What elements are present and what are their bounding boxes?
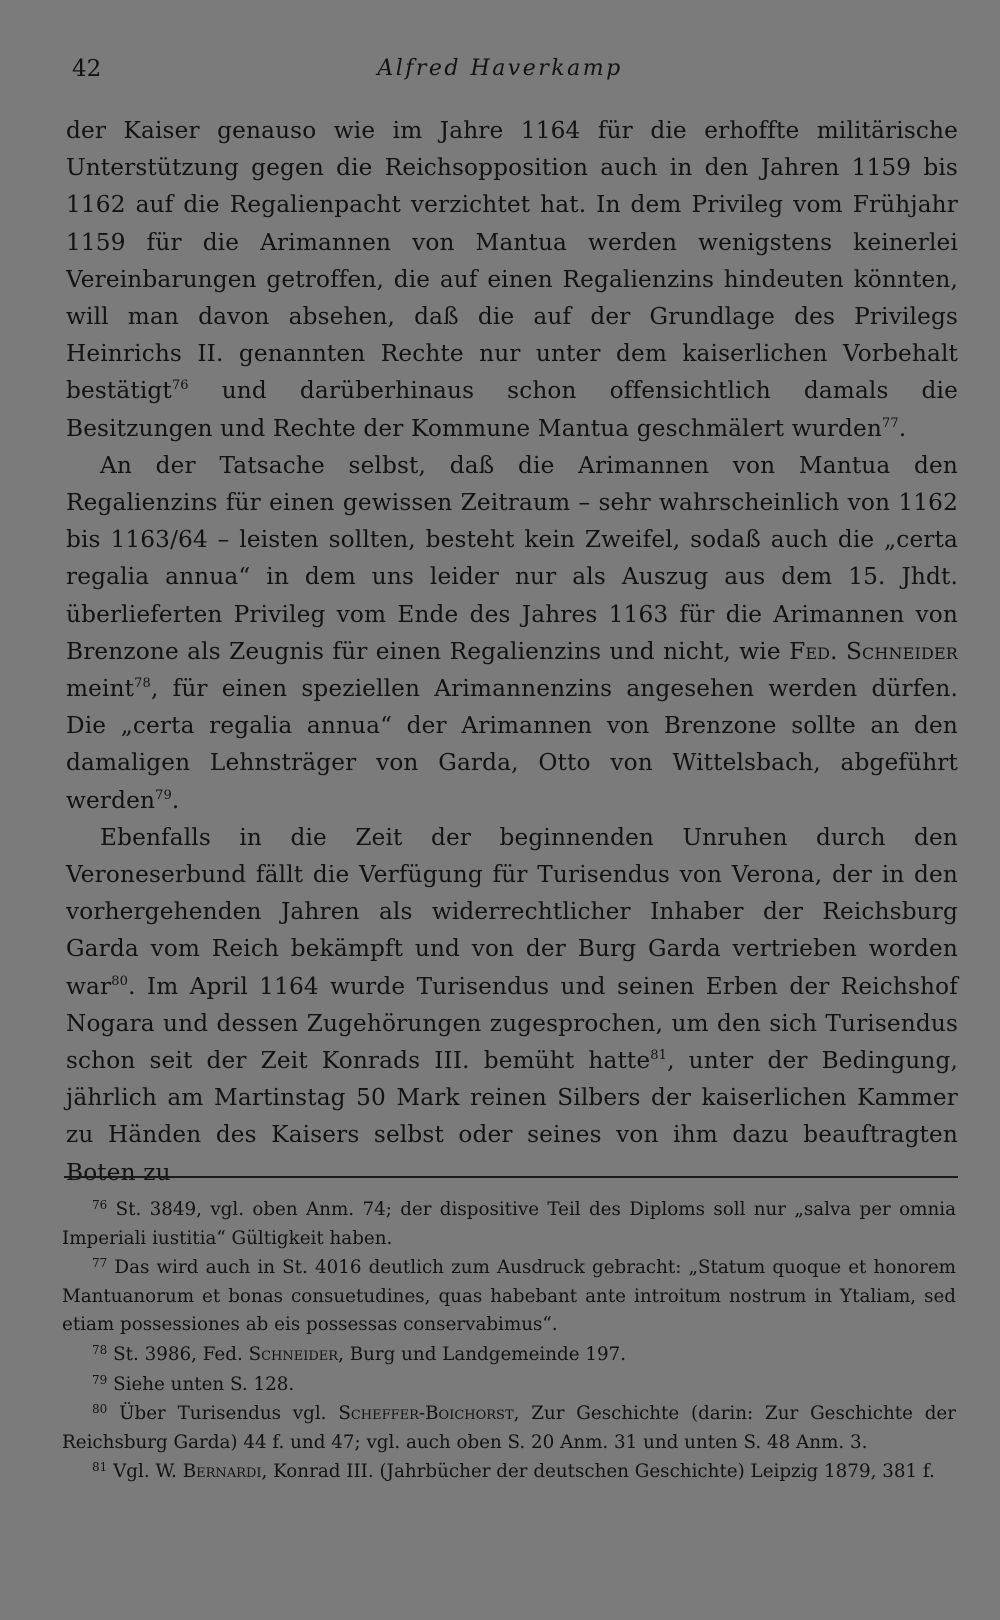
footnote-text: St. 3986, Fed. [113, 1343, 249, 1365]
footnote-divider [64, 1176, 958, 1178]
author-name: Fed. Schneider [789, 637, 958, 665]
paragraph-1 [66, 112, 958, 447]
paragraph-text: , für einen speziellen Arimannenzins angesehen werden dürfen. Die „certa regalia annua“ der Arimannen von Brenzone sollte an den damaligen Lehnsträger von Garda, Otto von Wittelsbach, abgeführt werden [66, 675, 958, 814]
paragraph-text: der Kaiser genauso wie im Jahre 1164 für die erhoffte militärische Unterstützung gegen die Reichsopposition auch in den Jahren 1159 bis 1162 auf die Regalienpacht verzichtet hat. In dem Privileg vom Frühjahr 1159 für die Arimannen von Mantua werden wenigstens keinerlei Vereinbarungen getroffen, die auf einen Regalienzins hindeuten könnten, will man davon absehen, daß die auf der Grundlage des Privilegs Heinrichs II. genannten Rechte nur unter dem kaiserlichen Vorbehalt bestätigt [66, 117, 958, 405]
footnote-ref-79: 79 [155, 787, 172, 803]
footnote-79 [62, 1371, 956, 1400]
paragraph-text: , unter der Bedingung, jährlich am Martinstag 50 Mark reinen Silbers der kaiserlichen Kammer zu Händen des Kaisers selbst oder seines von ihm dazu beauftragten Boten zu [66, 1047, 958, 1186]
paragraph-text: . [898, 414, 907, 442]
paragraph-text: . Im April 1164 wurde Turisendus und seinen Erben der Reichshof Nogara und dessen Zugehörungen zugesprochen, um den sich Turisendus schon seit der Zeit Konrads III. bemüht hatte [66, 972, 958, 1075]
footnote-marker: 78 [92, 1342, 108, 1357]
footnote-text: , Konrad III. (Jahrbücher der deutschen Geschichte) Leipzig 1879, 381 f. [261, 1461, 935, 1483]
footnote-76 [62, 1196, 956, 1253]
author-name: Schneider [248, 1343, 339, 1365]
paragraph-2 [66, 447, 958, 819]
footnote-marker: 81 [92, 1460, 108, 1475]
paragraph-3 [66, 819, 958, 1191]
footnote-marker: 76 [92, 1198, 108, 1212]
footnote-ref-76: 76 [171, 378, 189, 394]
footnote-ref-81: 81 [650, 1048, 668, 1064]
footnote-80 [62, 1400, 956, 1457]
author-name: Bernardi [182, 1461, 262, 1483]
page-header [72, 56, 928, 88]
footnote-78 [62, 1341, 956, 1370]
footnote-77 [62, 1254, 956, 1340]
paragraph-text: meint [66, 675, 135, 703]
footnote-text: , Zur Geschichte (darin: Zur Geschichte der Reichsburg Garda) 44 f. und 47; vgl. auch oben S. 20 Anm. 31 und unten S. 48 Anm. 3. [62, 1403, 956, 1453]
footnote-text: Siehe unten S. 128. [113, 1373, 295, 1395]
paragraph-text: Ebenfalls in die Zeit der beginnenden Unruhen durch den Veroneserbund fällt die Verfügung für Turisendus von Verona, der in den vorhergehenden Jahren als widerrechtlicher Inhaber der Reichsburg Garda vom Reich bekämpft und von der Burg Garda vertrieben worden war [66, 823, 958, 1000]
author-name: Scheffer-Boichorst [338, 1403, 514, 1425]
footnote-text: Vgl. W. [113, 1461, 183, 1483]
footnote-text: , Burg und Landgemeinde 197. [338, 1343, 627, 1365]
footnote-text: Über Turisendus vgl. [119, 1403, 339, 1425]
footnote-text: Das wird auch in St. 4016 deutlich zum Ausdruck gebracht: „Statum quoque et honorem Mantuanorum et bonas consuetudines, quas habebant ante introitum nostrum in Ytaliam, sed etiam possessiones ab eis possessas conservabimus“. [62, 1257, 956, 1336]
paragraph-text: An der Tatsache selbst, daß die Arimannen von Mantua den Regalienzins für einen gewissen Zeitraum – sehr wahrscheinlich von 1162 bis 1163/64 – leisten sollten, besteht kein Zweifel, sodaß auch die „certa regalia annua“ in dem uns leider nur als Auszug aus dem 15. Jhdt. überlieferten Privileg vom Ende des Jahres 1163 für die Arimannen von Brenzone als Zeugnis für einen Regalienzins und nicht, wie [66, 451, 958, 665]
footnote-ref-77: 77 [881, 415, 899, 431]
footnote-81 [62, 1458, 956, 1487]
paragraph-text: . [171, 786, 180, 814]
footnote-marker: 80 [92, 1402, 108, 1417]
footnote-ref-80: 80 [111, 973, 129, 989]
footnote-text: St. 3849, vgl. oben Anm. 74; der dispositive Teil des Diploms soll nur „salva per omnia Imperiali iustitia“ Gültigkeit haben. [62, 1199, 956, 1249]
paragraph-text: und darüberhinaus schon offensichtlich damals die Besitzungen und Rechte der Kommune Mantua geschmälert wurden [66, 377, 958, 442]
footnote-marker: 79 [92, 1372, 108, 1387]
footnote-ref-78: 78 [134, 676, 151, 692]
footnotes [62, 1196, 956, 1488]
body-text [66, 112, 958, 1191]
running-head-author: Alfred Haverkamp [377, 56, 623, 81]
page-number: 42 [72, 56, 102, 82]
footnote-marker: 77 [92, 1256, 108, 1271]
